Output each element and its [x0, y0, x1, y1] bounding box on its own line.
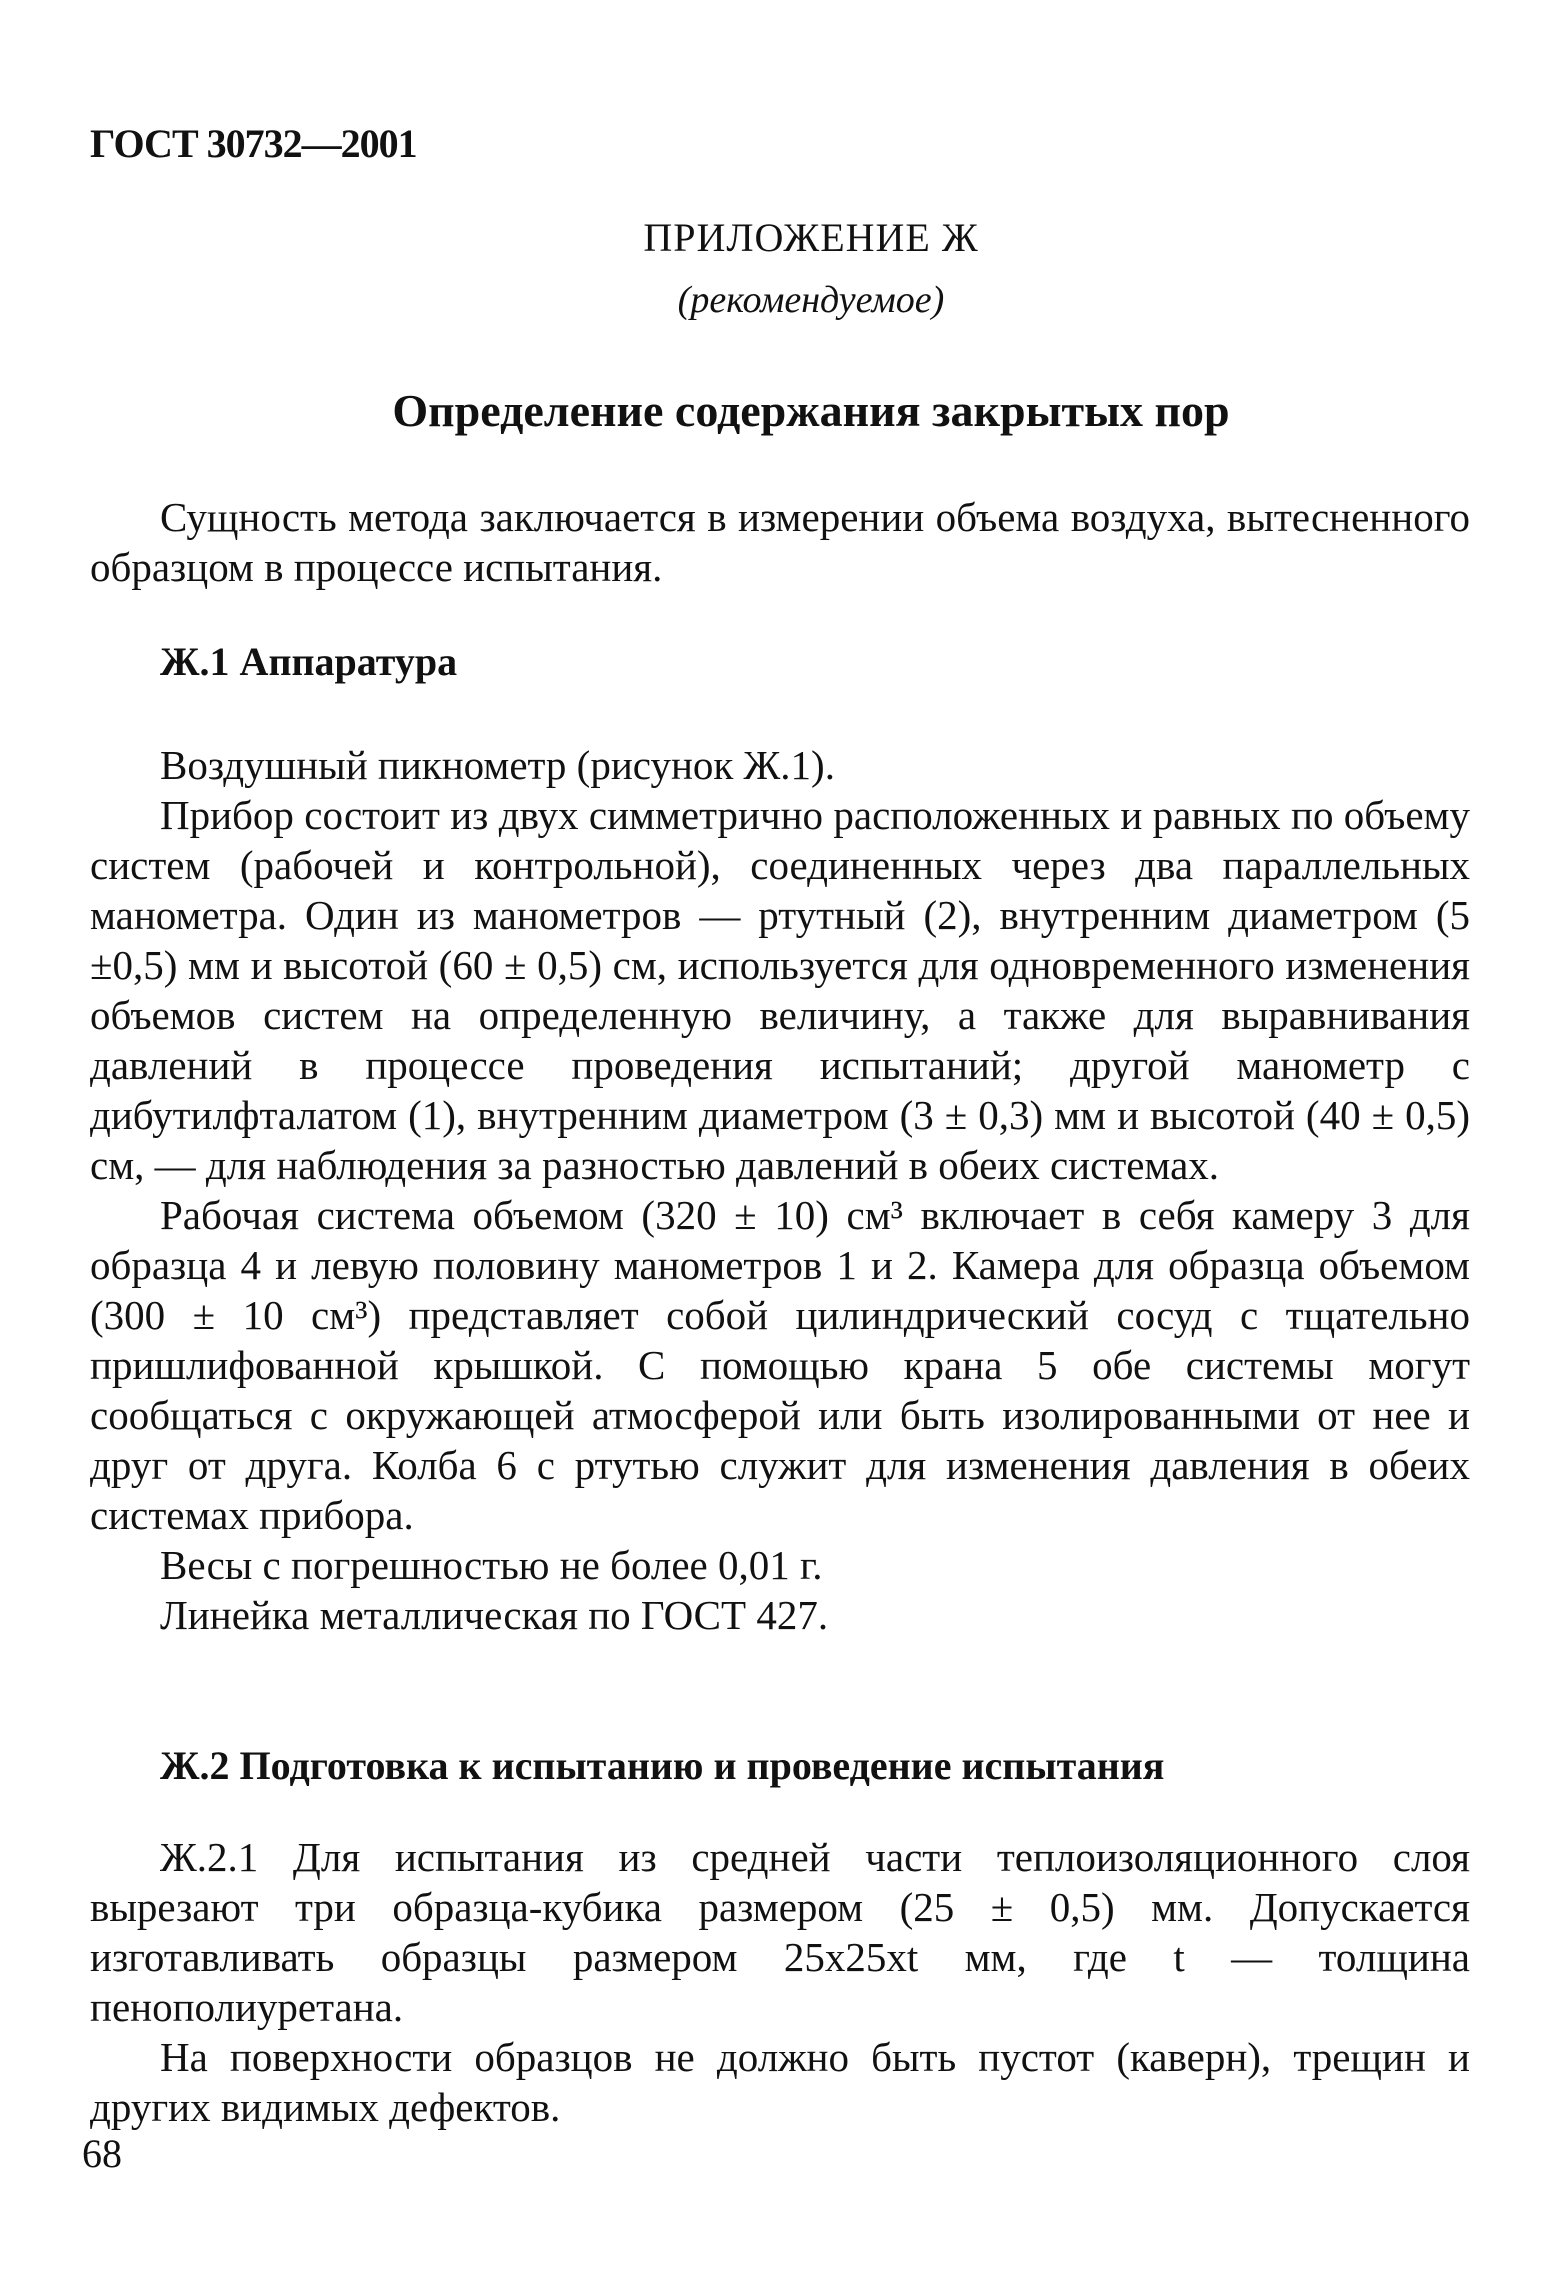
section-1-paragraph-2: Прибор состоит из двух симметрично расположенных и равных по объему систем (рабочей и контрольной), соединенных через два параллельных манометра. Один из манометров — ртутный (2), внутренним диаметром (5 ±0,5) мм и высотой (60 ± 0,5) см, используется для одновременного изменения объемов систем на определенную величину, а также для выравнивания давлений в процессе проведения испытаний; другой манометр с дибутилфталатом (1), внутренним диаметром (3 ± 0,3) мм и высотой (40 ± 0,5) см, — для наблюдения за разностью давлений в обеих системах.: [90, 792, 1470, 1188]
section-1-paragraph-3: Рабочая система объемом (320 ± 10) см³ включает в себя камеру 3 для образца 4 и левую половину манометров 1 и 2. Камера для образца объемом (300 ± 10 см³) представляет собой цилиндрический сосуд с тщательно пришлифованной крышкой. С помощью крана 5 обе системы могут сообщаться с окружающей атмосферой или быть изолированными от нее и друг от друга. Колба 6 с ртутью служит для изменения давления в обеих системах прибора.: [90, 1192, 1470, 1538]
annex-subtitle: (рекомендуемое): [677, 279, 945, 321]
page-number: 68: [82, 2131, 122, 2176]
section-1-paragraph-5: Линейка металлическая по ГОСТ 427.: [160, 1592, 829, 1638]
intro-paragraph: [90, 492, 1470, 592]
intro-text: Сущность метода заключается в измерении объема воздуха, вытесненного образцом в процессе испытания.: [90, 494, 1470, 590]
section-2-paragraph-1: Ж.2.1 Для испытания из средней части теплоизоляционного слоя вырезают три образца-кубика размером (25 ± 0,5) мм. Допускается изготавливать образцы размером 25х25хt мм, где t — толщина пенополиуретана.: [90, 1834, 1470, 2030]
section-1-paragraph-1: Воздушный пикнометр (рисунок Ж.1).: [160, 742, 835, 788]
section-2-heading: Ж.2 Подготовка к испытанию и проведение испытания: [160, 1743, 1165, 1788]
section-1-heading: Ж.1 Аппаратура: [160, 639, 458, 684]
section-2-paragraph-2: На поверхности образцов не должно быть пустот (каверн), трещин и других видимых дефектов.: [90, 2034, 1470, 2130]
section-1-body: [90, 740, 1470, 1640]
section-1-paragraph-4: Весы с погрешностью не более 0,01 г.: [160, 1542, 823, 1588]
section-2-body: [90, 1832, 1470, 2132]
annex-title: ПРИЛОЖЕНИЕ Ж: [643, 215, 979, 260]
document-header: ГОСТ 30732—2001: [90, 121, 417, 166]
main-title: Определение содержания закрытых пор: [392, 385, 1230, 436]
